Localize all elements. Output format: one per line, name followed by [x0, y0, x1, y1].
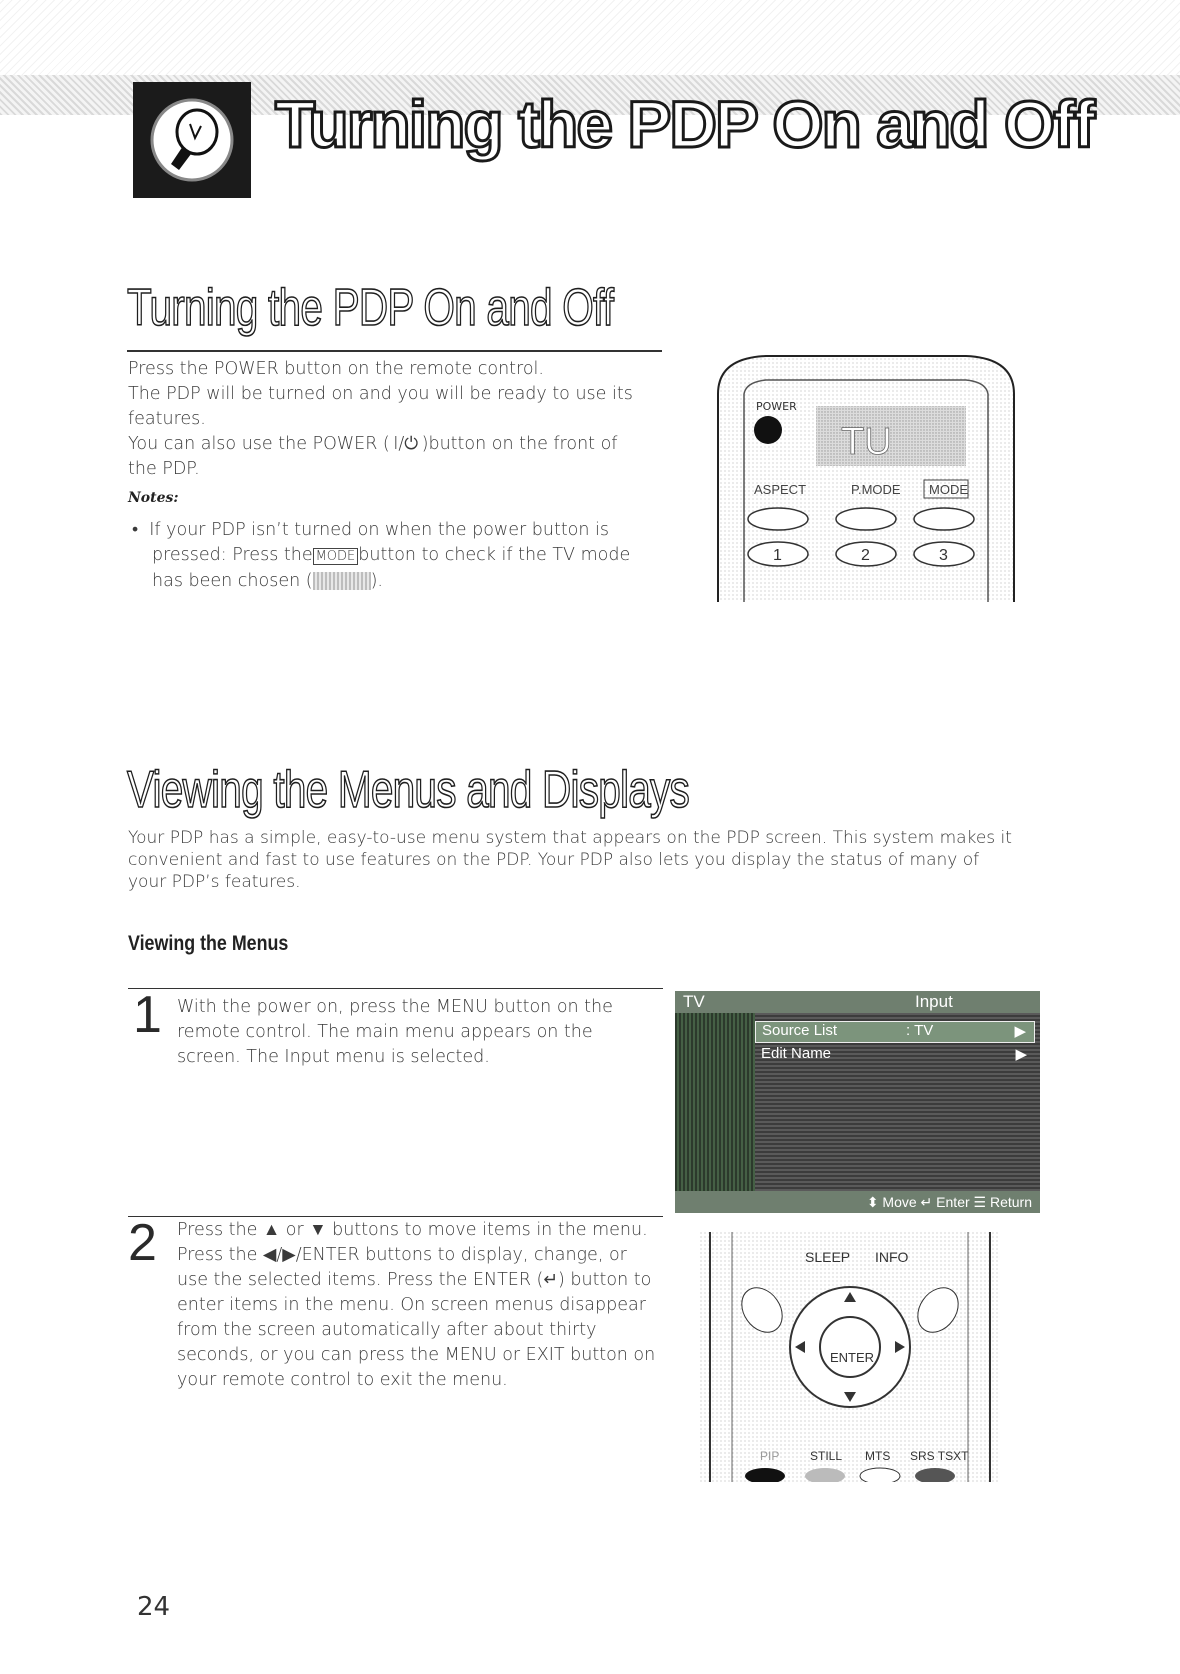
step1-rule: [128, 988, 663, 989]
lcd-tv-text: TU: [841, 421, 892, 463]
aspect-key-label: ASPECT: [754, 482, 807, 497]
arrow-right-icon: ▶: [1015, 1046, 1027, 1063]
step-1-number: 1: [133, 986, 162, 1044]
bullet-icon: •: [132, 520, 150, 540]
menu-footer: ⬍ Move ↵ Enter ☰ Return: [866, 1194, 1032, 1210]
menu-title-input: Input: [915, 992, 953, 1011]
section-heading-menus: Viewing the Menus and Displays: [127, 761, 690, 819]
sleep-key-label: SLEEP: [805, 1249, 851, 1265]
pmode-key-label: P.MODE: [851, 482, 901, 497]
menu-row-edit-label: Edit Name: [761, 1045, 832, 1062]
key-1-label: 1: [773, 547, 782, 564]
lightbulb-icon: [145, 94, 239, 186]
power-key-label: POWER: [756, 400, 797, 413]
menus-intro: Your PDP has a simple, easy-to-use menu system that appears on the PDP screen. This system makes it convenient and fast to use features on the PDP. Your PDP also lets you display the status of many of your PDP’s features.: [128, 828, 1012, 892]
notes-label: Notes:: [128, 490, 179, 506]
note-item: [130, 518, 660, 594]
header-pattern: [0, 0, 1180, 80]
power-instructions: [128, 357, 648, 482]
mts-key-label: MTS: [865, 1449, 891, 1463]
still-key-label: STILL: [810, 1449, 843, 1463]
menu-row-source-list[interactable]: [755, 1021, 1035, 1043]
menu-tab-tv: TV: [683, 992, 705, 1011]
pip-key-label: PIP: [760, 1449, 780, 1463]
menu-row-source-value: : TV: [906, 1022, 934, 1039]
note-text-a: If your PDP isn’t turned on when the power button is pressed: Press the: [149, 520, 610, 565]
remote-navigation-illustration: [700, 1232, 1000, 1482]
step2-rule: [128, 1216, 663, 1217]
section-heading-power: Turning the PDP On and Off: [127, 279, 614, 337]
remote-power-illustration: [716, 354, 1016, 602]
step-1-text: With the power on, press the MENU button on the remote control. The main menu appears on the screen. The Input menu is selected.: [177, 997, 613, 1067]
power-para-1: Press the POWER button on the remote control.: [128, 359, 544, 379]
subheading-viewing-menus: Viewing the Menus: [128, 932, 289, 955]
key-2-label: 2: [861, 547, 870, 564]
arrow-right-icon: ▶: [1014, 1023, 1026, 1040]
enter-key-label: ENTER: [830, 1350, 875, 1365]
key-3-label: 3: [939, 547, 948, 564]
note-text-c: ).: [370, 571, 383, 591]
srs-key-label: SRS TSXT: [910, 1449, 969, 1463]
menu-row-edit-name[interactable]: [755, 1045, 1035, 1067]
mode-key-label: MODE: [313, 548, 359, 565]
page-number: 24: [137, 1592, 171, 1622]
section-rule: [127, 350, 662, 352]
step-2-text: Press the ▲ or ▼ buttons to move items in the menu. Press the ◀/▶/ENTER buttons to display, change, or use the selected items. Press the ENTER (↵) button to enter items in the menu. On screen menus disappear from the screen automatically after about thirty seconds, or you can press the MENU or EXIT button on your remote control to exit the menu.: [177, 1220, 656, 1390]
info-key-label: INFO: [875, 1249, 909, 1265]
menu-screenshot: [675, 991, 1040, 1213]
note-text-b: button to check if the TV mode has been chosen (: [152, 545, 631, 591]
tv-mode-chip: [313, 572, 371, 590]
power-para-3: You can also use the POWER ( I/⏻ )button on the front of the PDP.: [128, 434, 618, 479]
mode-key-label-remote: MODE: [929, 482, 968, 497]
page-title: Turning the PDP On and Off: [275, 87, 1094, 161]
menu-row-source-label: Source List: [762, 1022, 838, 1039]
step-2-number: 2: [128, 1214, 157, 1272]
power-para-2: The PDP will be turned on and you will be ready to use its features.: [128, 384, 633, 429]
header-logo: [133, 82, 251, 198]
